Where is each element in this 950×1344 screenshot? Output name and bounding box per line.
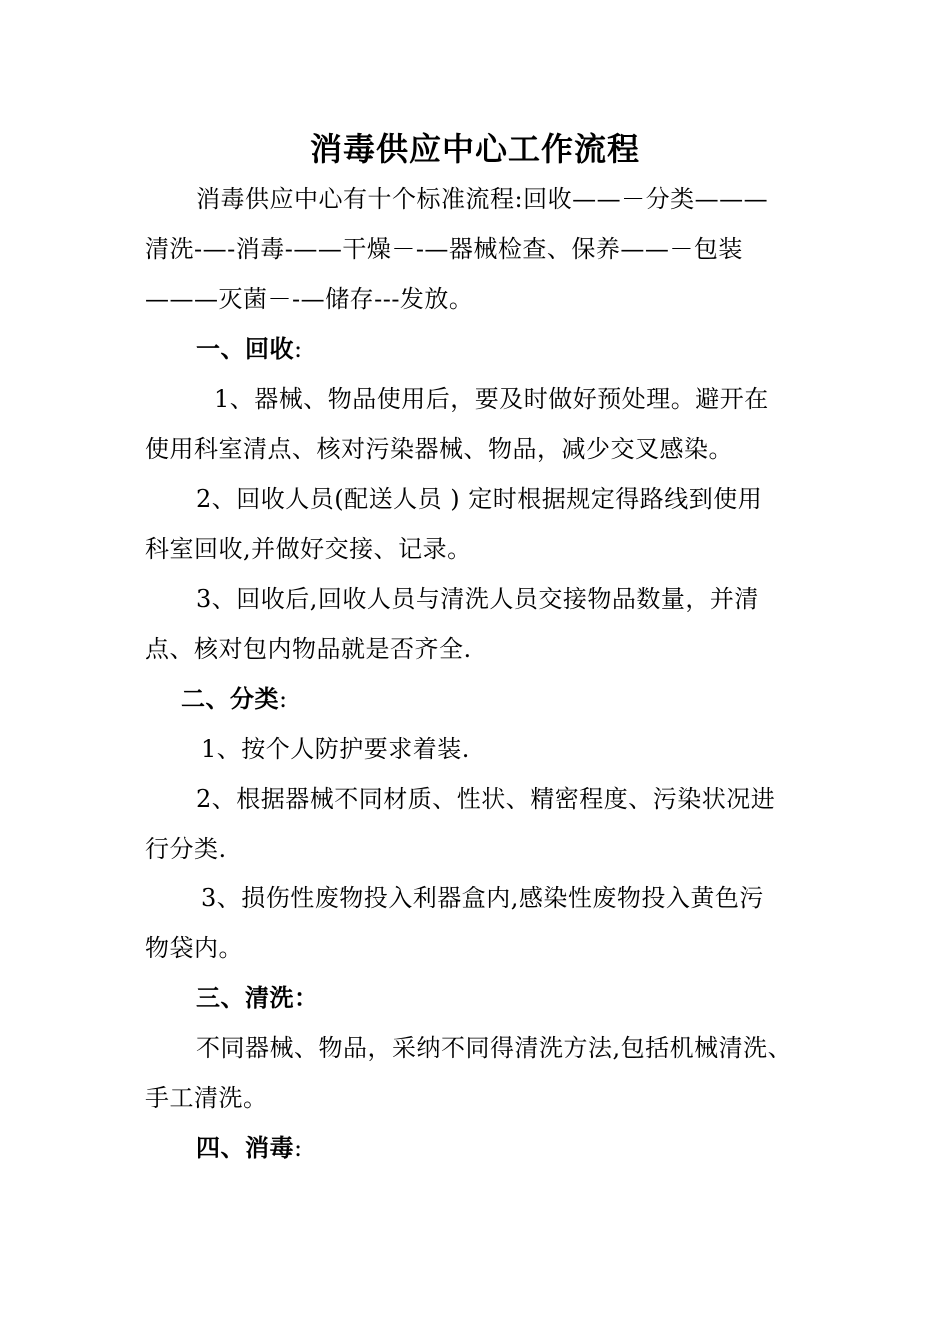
section-heading-disinfect-colon: : <box>294 1134 303 1162</box>
document-title: 消毒供应中心工作流程 <box>309 130 640 168</box>
section-heading-recycle <box>196 332 303 366</box>
sort-line-2: 2、根据器械不同材质、性状、精密程度、污染状况进 <box>196 785 776 813</box>
recycle-line-6: 点、核对包内物品就是否齐全. <box>145 635 472 663</box>
intro-line-2: 清洗-—-消毒-——干燥－-—器械检查、保养——－包装 <box>145 235 743 263</box>
section-heading-recycle-colon: : <box>294 335 303 363</box>
section-heading-disinfect <box>196 1131 303 1165</box>
section-heading-clean-text: 三、清洗： <box>196 984 319 1012</box>
intro-line-1: 消毒供应中心有十个标准流程:回收——－分类——— <box>196 185 769 213</box>
recycle-line-2: 使用科室清点、核对污染器械、物品，减少交叉感染。 <box>145 435 733 463</box>
section-heading-clean <box>196 981 319 1015</box>
sort-line-3: 行分类. <box>145 835 227 863</box>
clean-line-1: 不同器械、物品，采纳不同得清洗方法,包括机械清洗、 <box>196 1034 793 1062</box>
section-heading-disinfect-text: 四、消毒 <box>196 1134 294 1162</box>
recycle-line-1: 1、器械、物品使用后，要及时做好预处理。避开在 <box>214 385 769 413</box>
clean-line-2: 手工清洗。 <box>145 1084 268 1112</box>
intro-line-3: ———灭菌－-—储存---发放。 <box>145 285 474 313</box>
recycle-line-3: 2、回收人员(配送人员 ) 定时根据规定得路线到使用 <box>196 485 763 513</box>
section-heading-sort-text: 二、分类 <box>181 685 279 713</box>
section-heading-recycle-text: 一、回收 <box>196 335 294 363</box>
recycle-line-4: 科室回收,并做好交接、记录。 <box>145 535 472 563</box>
section-heading-sort <box>181 682 288 716</box>
recycle-line-5: 3、回收后,回收人员与清洗人员交接物品数量，并清 <box>196 585 759 613</box>
sort-line-1: 1、按个人防护要求着装. <box>201 735 470 763</box>
sort-line-5: 物袋内。 <box>145 934 243 962</box>
section-heading-sort-colon: : <box>279 685 288 713</box>
sort-line-4: 3、损伤性废物投入利器盒内,感染性废物投入黄色污 <box>201 884 764 912</box>
